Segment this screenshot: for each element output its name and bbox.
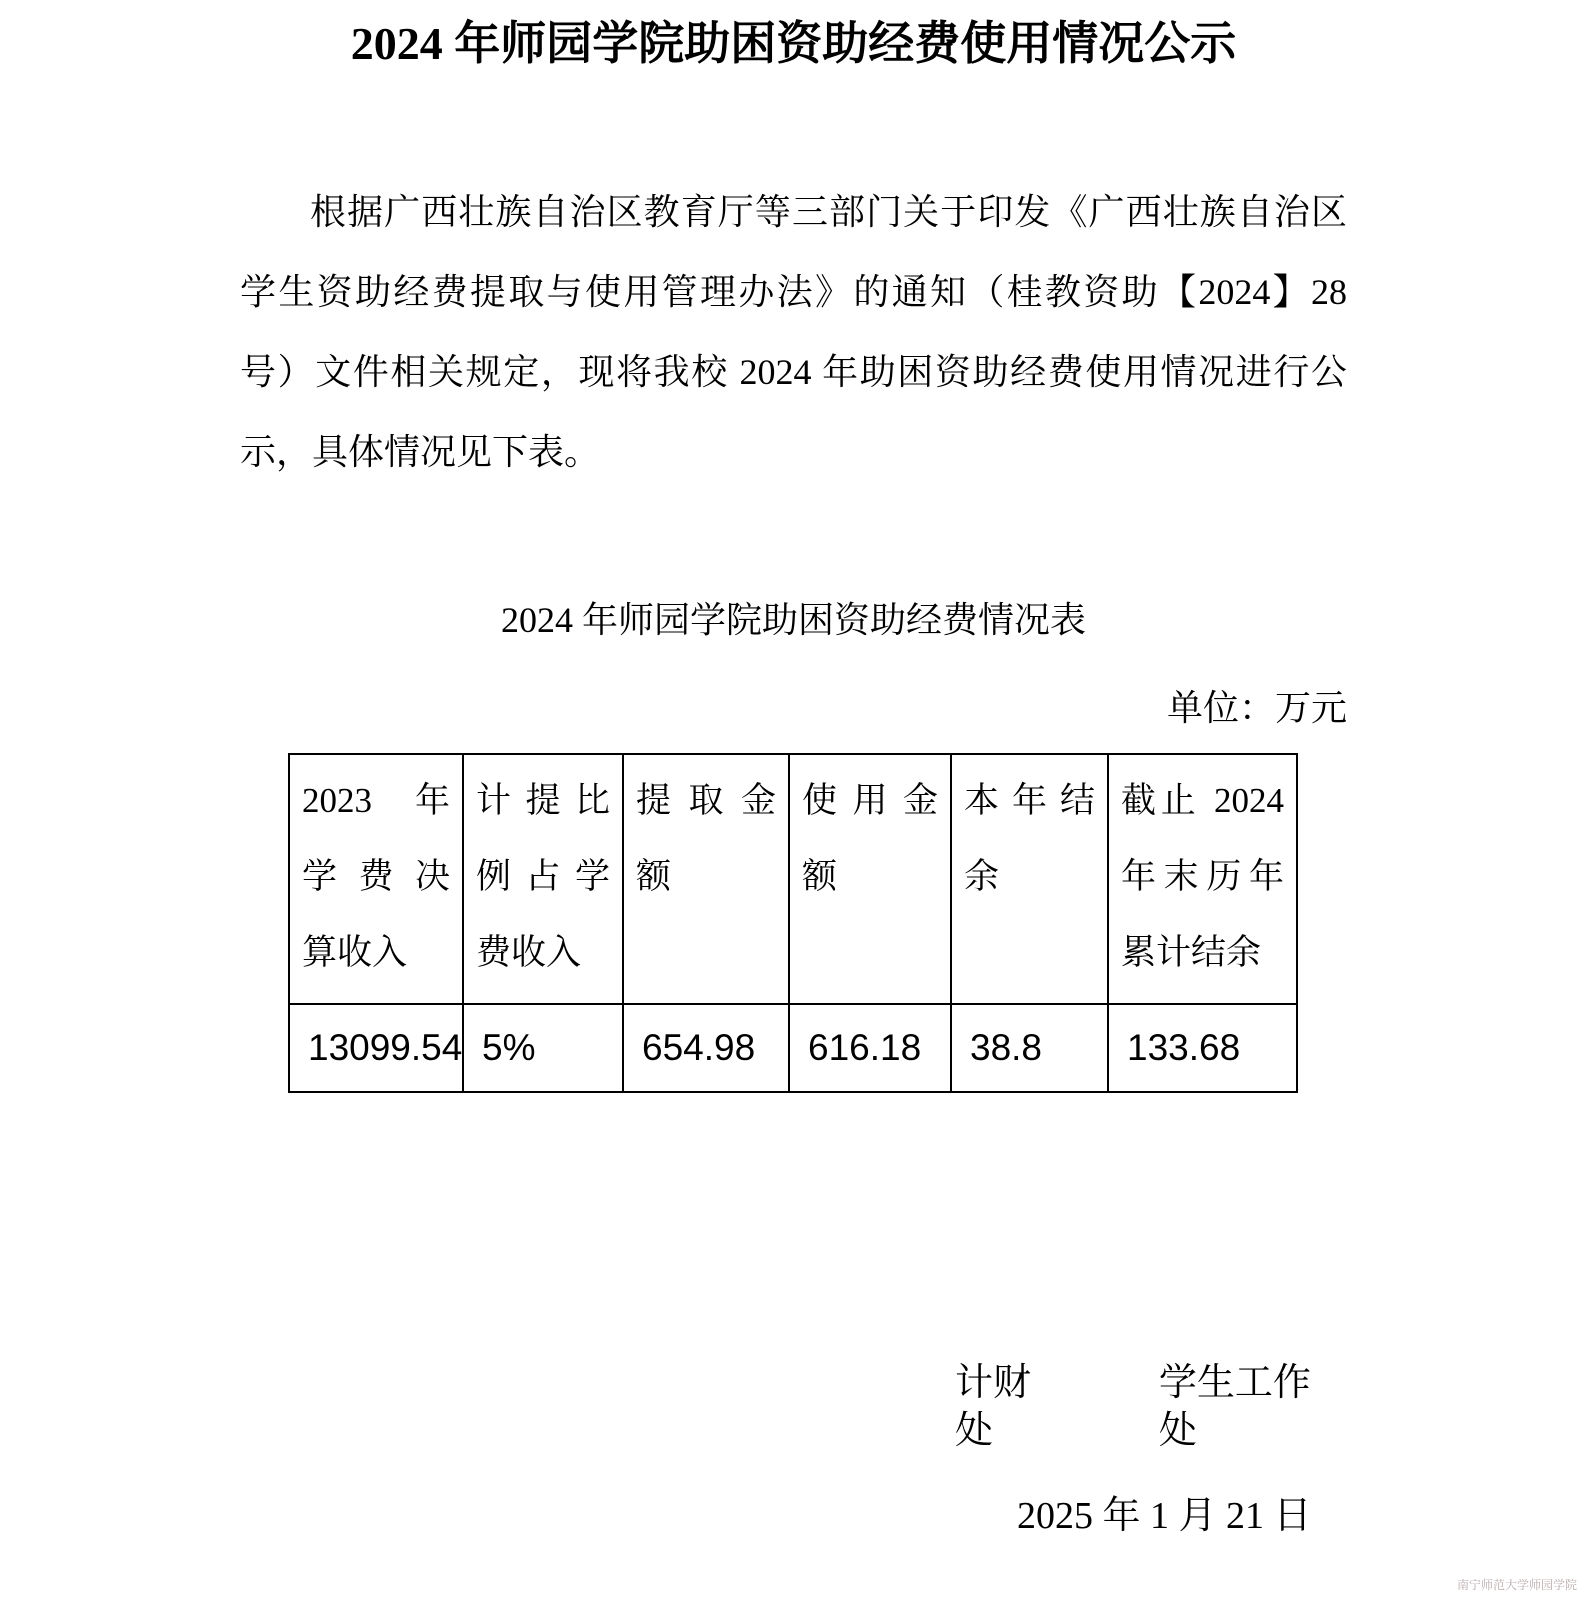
- intro-paragraph: [240, 172, 1347, 492]
- value-cell-cumulative-balance: 133.68: [1108, 1004, 1297, 1092]
- header-line: 算收入: [302, 933, 408, 972]
- header-line: 余: [964, 857, 1000, 896]
- document-title: 2024 年师园学院助困资助经费使用情况公示: [350, 18, 1237, 69]
- document-body: [0, 172, 1587, 1540]
- table-value-row: [289, 1004, 1297, 1092]
- value-cell-withdrawn-amount: 654.98: [623, 1004, 789, 1092]
- header-line: 使用金: [802, 781, 938, 820]
- paragraph-line-1: 根据广西壮族自治区教育厅等三部门关于印发《广西壮族自治区: [310, 192, 1347, 232]
- header-line: 截止 2024: [1121, 781, 1284, 820]
- header-line: 计提比: [476, 781, 610, 820]
- value-cell-accrual-ratio: 5%: [463, 1004, 623, 1092]
- value-cell-used-amount: 616.18: [789, 1004, 951, 1092]
- table-header-row: [289, 754, 1297, 1004]
- header-cell-year-balance: [951, 754, 1108, 1004]
- signature-student-dept: 学生工作处: [1158, 1362, 1311, 1452]
- header-line: 累计结余: [1121, 933, 1262, 972]
- header-line: 年末历年: [1121, 857, 1284, 896]
- header-line: 2023 年: [302, 781, 450, 820]
- header-line: 额: [802, 857, 838, 896]
- paragraph-line-3: 号）文件相关规定，现将我校 2024 年助困资助经费使用情况进行公: [240, 352, 1347, 392]
- header-line: 提取金: [636, 781, 776, 820]
- paragraph-line-2: 学生资助经费提取与使用管理办法》的通知（桂教资助【2024】28: [240, 272, 1347, 312]
- signature-finance-dept: 计财处: [955, 1362, 1032, 1452]
- watermark-text: 南宁师范大学师园学院: [1456, 1578, 1577, 1592]
- header-line: 例占学: [476, 857, 610, 896]
- header-line: 本年结: [964, 781, 1095, 820]
- header-line: 费收入: [476, 933, 582, 972]
- header-cell-used-amount: [789, 754, 951, 1004]
- value-cell-tuition-income: 13099.54: [289, 1004, 463, 1092]
- fund-table: [288, 753, 1298, 1093]
- unit-label: 单位：万元: [1166, 688, 1347, 728]
- table-title: 2024 年师园学院助困资助经费情况表: [500, 600, 1086, 640]
- signature-date: 2025 年 1 月 21 日: [1017, 1495, 1312, 1537]
- header-cell-cumulative-balance: [1108, 754, 1297, 1004]
- value-cell-year-balance: 38.8: [951, 1004, 1108, 1092]
- header-line: 额: [636, 857, 672, 896]
- header-line: 学费决: [302, 857, 450, 896]
- paragraph-line-4: 示，具体情况见下表。: [240, 432, 601, 472]
- header-cell-withdrawn-amount: [623, 754, 789, 1004]
- header-cell-tuition-income: [289, 754, 463, 1004]
- header-cell-accrual-ratio: [463, 754, 623, 1004]
- signature-row: [240, 1359, 1347, 1455]
